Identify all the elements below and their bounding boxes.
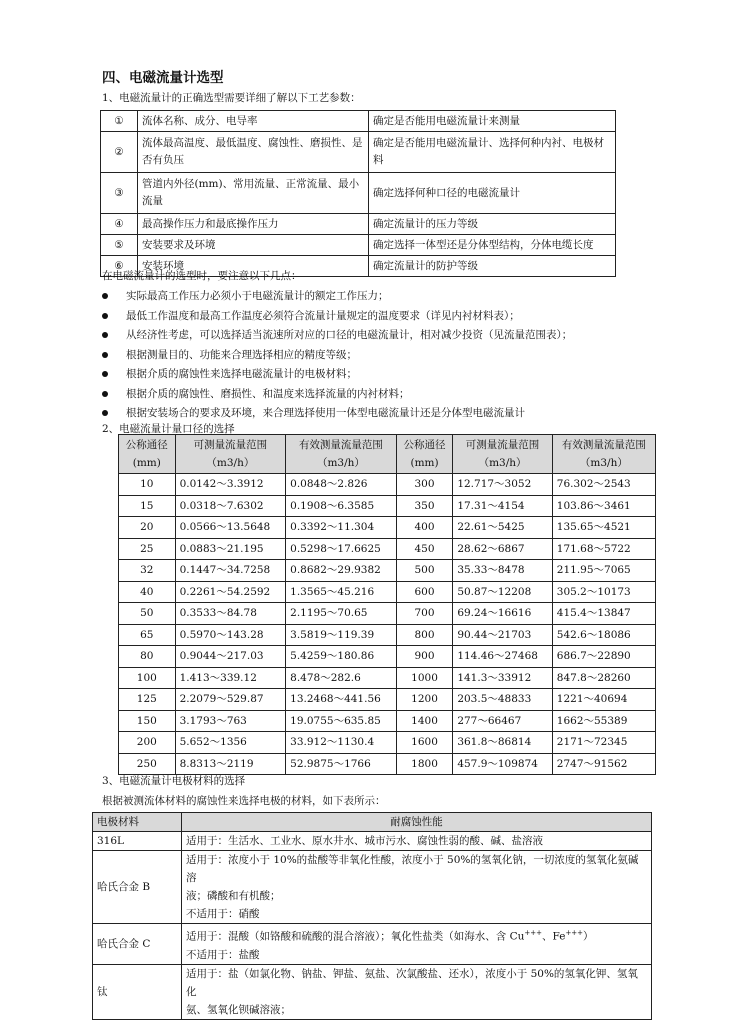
param-name: 最高操作压力和最底操作压力 bbox=[138, 214, 369, 235]
range-cell: 76.302～2543 bbox=[552, 474, 655, 496]
range-cell: 114.46～27468 bbox=[453, 646, 552, 668]
range-cell: 141.3～33912 bbox=[453, 667, 552, 689]
table-row bbox=[119, 624, 656, 646]
dn-cell: 1000 bbox=[396, 667, 453, 689]
range-cell: 0.1908～6.3585 bbox=[286, 495, 397, 517]
range-cell: 0.2261～54.2592 bbox=[175, 581, 286, 603]
flow-range-table bbox=[118, 434, 656, 775]
range-cell: 103.86～3461 bbox=[552, 495, 655, 517]
table-row bbox=[119, 474, 656, 496]
param-purpose: 确定是否能用电磁流量计、选择何种内衬、电极材料 bbox=[369, 132, 616, 173]
electrode-material: 316L bbox=[93, 832, 182, 851]
range-cell: 52.9875～1766 bbox=[286, 753, 397, 775]
dn-cell: 1800 bbox=[396, 753, 453, 775]
range-cell: 3.5819～119.39 bbox=[286, 624, 397, 646]
param-name: 流体最高温度、最低温度、腐蚀性、磨损性、是否有负压 bbox=[138, 132, 369, 173]
dn-cell: 300 bbox=[396, 474, 453, 496]
range-cell: 171.68～5722 bbox=[552, 538, 655, 560]
param-no: ⑥ bbox=[101, 256, 138, 277]
range-cell: 28.62～6867 bbox=[453, 538, 552, 560]
dn-cell: 1600 bbox=[396, 732, 453, 754]
param-no: ⑤ bbox=[101, 235, 138, 256]
range-cell: 361.8～86814 bbox=[453, 732, 552, 754]
col-eff: 有效测量流量范围 （m3/h） bbox=[552, 435, 655, 474]
bullet-item: 最低工作温度和最高工作温度必须符合流量计量规定的温度要求（详见内衬材料表）； bbox=[102, 308, 520, 323]
dn-cell: 500 bbox=[396, 560, 453, 582]
col-eff: 有效测量流量范围 （m3/h） bbox=[286, 435, 397, 474]
bullet-dot-icon bbox=[102, 293, 108, 299]
dn-cell: 10 bbox=[119, 474, 176, 496]
note-intro: 在电磁流量计的选型时，要注意以下几点： bbox=[102, 270, 302, 282]
table-row bbox=[119, 710, 656, 732]
bullet-item: 根据安装场合的要求及环境，来合理选择使用一体型电磁流量计还是分体型电磁流量计 bbox=[102, 405, 525, 420]
dn-cell: 450 bbox=[396, 538, 453, 560]
range-cell: 1.413～339.12 bbox=[175, 667, 286, 689]
range-cell: 13.2468～441.56 bbox=[286, 689, 397, 711]
dn-cell: 100 bbox=[119, 667, 176, 689]
param-purpose: 确定流量计的防护等级 bbox=[369, 256, 616, 277]
electrode-material: 哈氏合金 B bbox=[93, 851, 182, 924]
param-no: ② bbox=[101, 132, 138, 173]
table-row bbox=[119, 667, 656, 689]
table-row bbox=[119, 753, 656, 775]
bullet-dot-icon bbox=[102, 332, 108, 338]
range-cell: 8.8313～2119 bbox=[175, 753, 286, 775]
dn-cell: 15 bbox=[119, 495, 176, 517]
electrode-material: 钛 bbox=[93, 964, 182, 1019]
range-cell: 0.1447～34.7258 bbox=[175, 560, 286, 582]
param-no: ③ bbox=[101, 173, 138, 214]
bullet-item: 根据测量目的、功能来合理选择相应的精度等级； bbox=[102, 347, 357, 362]
range-cell: 0.0848～2.826 bbox=[286, 474, 397, 496]
col-material: 电极材料 bbox=[93, 813, 182, 832]
electrode-resistance: 适用于：盐（如氯化物、钠盐、钾盐、氨盐、次氯酸盐、还水），浓度小于 50%的氢氧化钾、氢氧化 氨、氢氧化钡碱溶液； bbox=[182, 964, 652, 1019]
range-cell: 0.0883～21.195 bbox=[175, 538, 286, 560]
table-row bbox=[119, 538, 656, 560]
range-cell: 0.0318～7.6302 bbox=[175, 495, 286, 517]
dn-cell: 400 bbox=[396, 517, 453, 539]
range-cell: 1221～40694 bbox=[552, 689, 655, 711]
range-cell: 50.87～12208 bbox=[453, 581, 552, 603]
dn-cell: 350 bbox=[396, 495, 453, 517]
table-row bbox=[119, 495, 656, 517]
range-cell: 5.4259～180.86 bbox=[286, 646, 397, 668]
range-cell: 2.2079～529.87 bbox=[175, 689, 286, 711]
range-cell: 0.8682～29.9382 bbox=[286, 560, 397, 582]
range-cell: 0.3533～84.78 bbox=[175, 603, 286, 625]
range-cell: 0.0566～13.5648 bbox=[175, 517, 286, 539]
range-cell: 211.95～7065 bbox=[552, 560, 655, 582]
dn-cell: 20 bbox=[119, 517, 176, 539]
table-row bbox=[119, 603, 656, 625]
range-cell: 1662～55389 bbox=[552, 710, 655, 732]
range-cell: 2747～91562 bbox=[552, 753, 655, 775]
col-range: 可测量流量范围 （m3/h） bbox=[175, 435, 286, 474]
param-name: 管道内外径(mm)、常用流量、正常流量、最小流量 bbox=[138, 173, 369, 214]
dn-cell: 700 bbox=[396, 603, 453, 625]
dn-cell: 40 bbox=[119, 581, 176, 603]
range-cell: 0.3392～11.304 bbox=[286, 517, 397, 539]
bullet-dot-icon bbox=[102, 410, 108, 416]
range-cell: 415.4～13847 bbox=[552, 603, 655, 625]
dn-cell: 1200 bbox=[396, 689, 453, 711]
range-cell: 686.7～22890 bbox=[552, 646, 655, 668]
electrode-resistance: 适用于：生活水、工业水、原水井水、城市污水、腐蚀性弱的酸、碱、盐溶液 bbox=[182, 832, 652, 851]
param-purpose: 确定是否能用电磁流量计来测量 bbox=[369, 111, 616, 132]
col-range: 可测量流量范围 （m3/h） bbox=[453, 435, 552, 474]
range-cell: 3.1793～763 bbox=[175, 710, 286, 732]
section3-intro: 根据被测流体材料的腐蚀性来选择电极的材料，如下表所示： bbox=[102, 795, 386, 807]
range-cell: 22.61～5425 bbox=[453, 517, 552, 539]
range-cell: 135.65～4521 bbox=[552, 517, 655, 539]
param-name: 安装环境 bbox=[138, 256, 369, 277]
table-row bbox=[119, 732, 656, 754]
dn-cell: 50 bbox=[119, 603, 176, 625]
range-cell: 305.2～10173 bbox=[552, 581, 655, 603]
electrode-material: 哈氏合金 C bbox=[93, 924, 182, 965]
param-purpose: 确定选择何种口径的电磁流量计 bbox=[369, 173, 616, 214]
col-resistance: 耐腐蚀性能 bbox=[182, 813, 652, 832]
bullet-item: 根据介质的腐蚀性、磨损性、和温度来选择流量的内衬材料； bbox=[102, 386, 410, 401]
section3-title: 3、电磁流量计电极材料的选择 bbox=[102, 775, 246, 787]
range-cell: 0.5970～143.28 bbox=[175, 624, 286, 646]
param-name: 安装要求及环境 bbox=[138, 235, 369, 256]
range-cell: 2171～72345 bbox=[552, 732, 655, 754]
param-purpose: 确定选择一体型还是分体型结构，分体电缆长度 bbox=[369, 235, 616, 256]
range-cell: 5.652～1356 bbox=[175, 732, 286, 754]
dn-cell: 1400 bbox=[396, 710, 453, 732]
dn-cell: 32 bbox=[119, 560, 176, 582]
param-no: ④ bbox=[101, 214, 138, 235]
range-cell: 203.5～48833 bbox=[453, 689, 552, 711]
range-cell: 12.717～3052 bbox=[453, 474, 552, 496]
bullet-dot-icon bbox=[102, 313, 108, 319]
range-cell: 2.1195～70.65 bbox=[286, 603, 397, 625]
table-row bbox=[119, 646, 656, 668]
electrode-resistance: 适用于：浓度小于 10%的盐酸等非氧化性酸，浓度小于 50%的氢氧化钠，一切浓度的氢氧化氨碱溶 液；磷酸和有机酸； 不适用于：硝酸 bbox=[182, 851, 652, 924]
range-cell: 1.3565～45.216 bbox=[286, 581, 397, 603]
intro-text: 1、电磁流量计的正确选型需要详细了解以下工艺参数： bbox=[102, 92, 361, 104]
bullet-item: 实际最高工作压力必须小于电磁流量计的额定工作压力； bbox=[102, 288, 389, 303]
range-cell: 0.5298～17.6625 bbox=[286, 538, 397, 560]
range-cell: 33.912～1130.4 bbox=[286, 732, 397, 754]
range-cell: 35.33～8478 bbox=[453, 560, 552, 582]
bullet-item: 根据介质的腐蚀性来选择电磁流量计的电极材料； bbox=[102, 366, 357, 381]
dn-cell: 150 bbox=[119, 710, 176, 732]
range-cell: 17.31～4154 bbox=[453, 495, 552, 517]
range-cell: 542.6～18086 bbox=[552, 624, 655, 646]
dn-cell: 900 bbox=[396, 646, 453, 668]
range-cell: 8.478～282.6 bbox=[286, 667, 397, 689]
col-dn: 公称通径 (mm) bbox=[119, 435, 176, 474]
bullet-dot-icon bbox=[102, 352, 108, 358]
range-cell: 0.0142～3.3912 bbox=[175, 474, 286, 496]
range-cell: 847.8～28260 bbox=[552, 667, 655, 689]
range-cell: 277～66467 bbox=[453, 710, 552, 732]
range-cell: 19.0755～635.85 bbox=[286, 710, 397, 732]
dn-cell: 250 bbox=[119, 753, 176, 775]
table-row bbox=[119, 689, 656, 711]
param-purpose: 确定流量计的压力等级 bbox=[369, 214, 616, 235]
bullet-dot-icon bbox=[102, 391, 108, 397]
range-cell: 0.9044～217.03 bbox=[175, 646, 286, 668]
dn-cell: 200 bbox=[119, 732, 176, 754]
dn-cell: 800 bbox=[396, 624, 453, 646]
section2-title: 2、电磁流量计量口径的选择 bbox=[102, 423, 235, 435]
dn-cell: 600 bbox=[396, 581, 453, 603]
dn-cell: 80 bbox=[119, 646, 176, 668]
param-no: ① bbox=[101, 111, 138, 132]
range-cell: 457.9～109874 bbox=[453, 753, 552, 775]
bullet-dot-icon bbox=[102, 371, 108, 377]
dn-cell: 65 bbox=[119, 624, 176, 646]
electrode-table bbox=[92, 812, 652, 1020]
dn-cell: 125 bbox=[119, 689, 176, 711]
table-row bbox=[119, 560, 656, 582]
bullet-item: 从经济性考虑，可以选择适当流速所对应的口径的电磁流量计，相对减少投资（见流量范围表）； bbox=[102, 327, 572, 342]
range-cell: 69.24～16616 bbox=[453, 603, 552, 625]
range-cell: 90.44～21703 bbox=[453, 624, 552, 646]
table-row bbox=[119, 517, 656, 539]
dn-cell: 25 bbox=[119, 538, 176, 560]
col-dn: 公称通径 (mm) bbox=[396, 435, 453, 474]
electrode-resistance: 适用于：混酸（如铬酸和硫酸的混合溶液）；氧化性盐类（如海水、含 Cu+++、Fe+++） 不适用于：盐酸 bbox=[182, 924, 652, 965]
section-title: 四、电磁流量计选型 bbox=[102, 70, 224, 86]
params-table bbox=[100, 110, 616, 277]
table-row bbox=[119, 581, 656, 603]
flow-table-body bbox=[119, 474, 656, 775]
param-name: 流体名称、成分、电导率 bbox=[138, 111, 369, 132]
